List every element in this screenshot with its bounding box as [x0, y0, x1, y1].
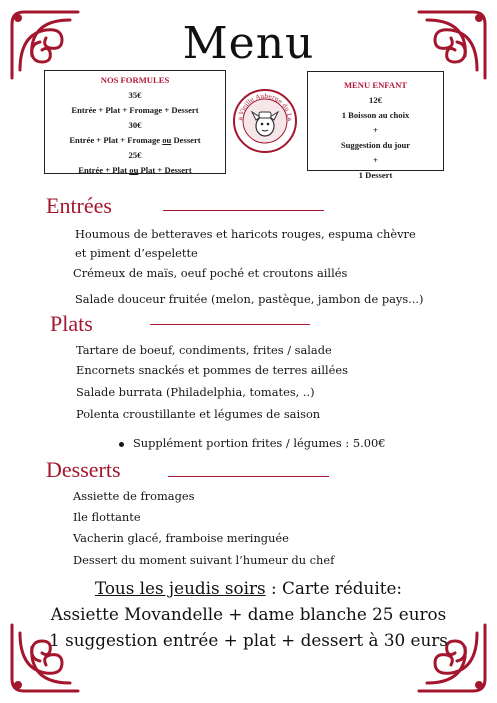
formule-price-35: 35€: [128, 90, 142, 100]
menu-enfant-box: [307, 71, 444, 180]
entree-item-1-cont: et piment d’espelette: [75, 246, 198, 260]
formules-box: [44, 70, 226, 174]
entree-item-1: Houmous de betteraves et haricots rouges, espuma chèvre: [75, 227, 416, 241]
enfant-plus-1: +: [373, 125, 378, 135]
formule-price-25: 25€: [128, 150, 142, 160]
dessert-item-2: Ile flottante: [73, 510, 141, 524]
enfant-price: 12€: [369, 95, 382, 105]
jeudi-line-3: 1 suggestion entrée + plat + dessert à 30 eurs: [49, 630, 448, 650]
formule-line-2-a: Entrée + Plat + Fromage: [69, 135, 163, 145]
page-title: Menu: [182, 18, 315, 69]
logo-text: a Vieille Auberge du La: [236, 92, 294, 122]
jeudi-line-2: Assiette Movandelle + dame blanche 25 euros: [50, 604, 447, 624]
bullet-icon: [119, 442, 124, 447]
formule-line-2: [45, 133, 225, 148]
jeudi-rest: : Carte réduite:: [265, 578, 403, 598]
plat-item-4: Polenta croustillante et légumes de saison: [76, 407, 321, 421]
dessert-item-1: Assiette de fromages: [73, 489, 195, 503]
formule-line-3-or: ou: [129, 165, 139, 175]
jeudi-lead: Tous les jeudis soirs: [94, 578, 266, 598]
enfant-plus-2: +: [373, 155, 378, 165]
formules-heading: NOS FORMULES: [100, 75, 170, 85]
dessert-item-4: Dessert du moment suivant l’humeur du chef: [73, 553, 335, 567]
auberge-logo: [232, 88, 298, 154]
entree-item-2: Crémeux de maïs, oeuf poché et croutons aillés: [73, 266, 348, 280]
formule-line-3-c: Plat + Dessert: [138, 165, 192, 175]
plat-item-2: Encornets snackés et pommes de terres aillées: [76, 363, 348, 377]
formule-price-30: 30€: [128, 120, 142, 130]
enfant-heading: MENU ENFANT: [343, 80, 408, 90]
section-heading-desserts: Desserts: [46, 457, 121, 482]
enfant-line-2: Suggestion du jour: [340, 140, 411, 150]
formule-line-3-a: Entrée + Plat: [78, 165, 130, 175]
formule-line-1: Entrée + Plat + Fromage + Dessert: [71, 105, 199, 115]
plat-item-1: Tartare de boeuf, condiments, frites / salade: [76, 343, 332, 357]
formule-line-2-c: Dessert: [171, 135, 201, 145]
entree-item-3: Salade douceur fruitée (melon, pastèque, jambon de pays...): [75, 292, 424, 306]
section-rule-entrees: [163, 210, 324, 211]
formule-line-3: [45, 163, 225, 178]
dessert-item-3: Vacherin glacé, framboise meringuée: [73, 531, 289, 545]
section-rule-plats: [150, 324, 310, 325]
section-heading-plats: Plats: [50, 311, 93, 336]
section-rule-desserts: [168, 476, 329, 477]
enfant-line-1: 1 Boisson au choix: [341, 110, 410, 120]
plat-item-3: Salade burrata (Philadelphia, tomates, ..): [76, 385, 315, 399]
formule-line-2-or: ou: [162, 135, 172, 145]
plat-supplement: Supplément portion frites / légumes : 5.00€: [133, 436, 386, 450]
enfant-line-3: 1 Dessert: [358, 170, 393, 180]
jeudi-line-1: [0, 578, 497, 598]
section-heading-entrees: Entrées: [46, 193, 112, 218]
